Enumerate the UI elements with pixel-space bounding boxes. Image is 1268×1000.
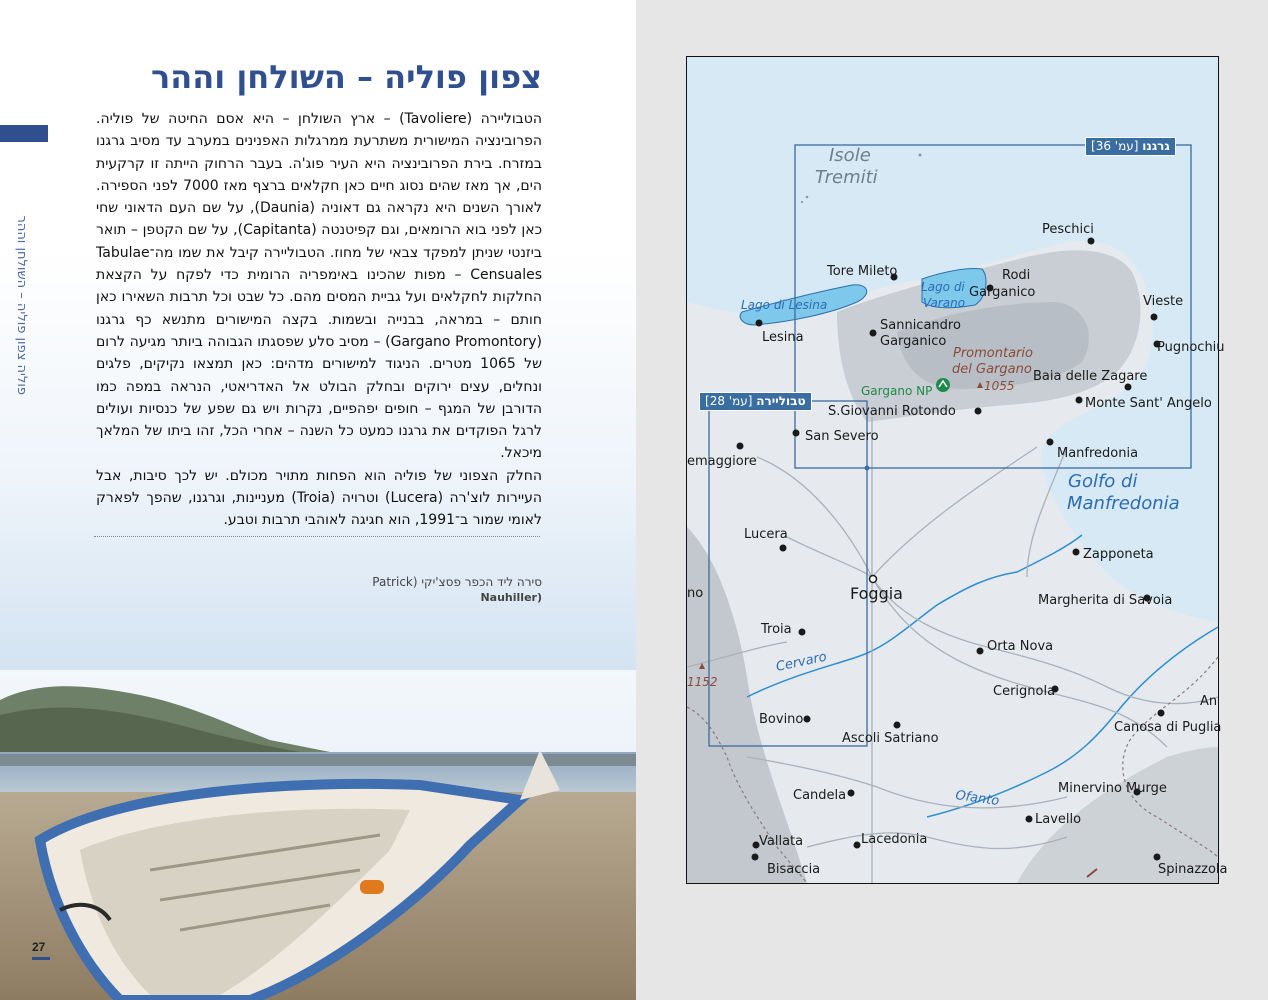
label-candela: Candela bbox=[793, 788, 847, 803]
gargano-page-ref[interactable] bbox=[1085, 137, 1176, 156]
label-lago-varano-2: Varano bbox=[923, 296, 966, 310]
label-peak-1055: 1055 bbox=[984, 379, 1015, 393]
running-head: פוליה צפון פוליה – השולחן וההר bbox=[14, 215, 29, 395]
label-canosa: Canosa di Puglia bbox=[1114, 720, 1222, 735]
tavoliere-box-name: טבוליירה bbox=[756, 394, 806, 408]
boat-photo bbox=[0, 670, 636, 1000]
label-san-severo: San Severo bbox=[805, 429, 879, 444]
label-troia: Troia bbox=[761, 622, 792, 637]
tavoliere-box-ref: [עמ' 28] bbox=[705, 394, 753, 408]
label-emaggiore: emaggiore bbox=[687, 454, 757, 469]
label-bisaccia: Bisaccia bbox=[767, 862, 821, 877]
label-ascoli: Ascoli Satriano bbox=[842, 731, 939, 746]
regional-map bbox=[686, 56, 1228, 884]
label-pugnochiuso: Pugnochiu bbox=[1157, 340, 1225, 355]
side-accent-bar bbox=[0, 125, 48, 142]
label-cervaro: Cervaro bbox=[774, 649, 829, 675]
label-monte-sant-angelo: Monte Sant' Angelo bbox=[1085, 396, 1212, 411]
label-rodi-1: Rodi bbox=[1002, 268, 1031, 283]
label-lavello: Lavello bbox=[1035, 812, 1082, 827]
label-peak-1152: 1152 bbox=[687, 675, 718, 689]
label-lacedonia: Lacedonia bbox=[861, 832, 928, 847]
label-gargano-np: Gargano NP bbox=[861, 384, 933, 398]
label-vieste: Vieste bbox=[1143, 294, 1184, 309]
label-bovino: Bovino bbox=[759, 712, 804, 727]
tavoliere-page-ref[interactable] bbox=[699, 392, 812, 411]
label-sannicandro-2: Garganico bbox=[880, 334, 947, 349]
caption-line: (Nauhiller bbox=[480, 591, 542, 604]
label-promontorio-1: Promontario bbox=[953, 346, 1033, 361]
paragraph: הטבוליירה (Tavoliere) – ארץ השולחן – היא אסם החיטה של פוליה. הפרובינציה המישורית משתרעת ממרגלות האפנינים במערב עד מסיב גרגנו במזרח. בירת הפרובינציה היא העיר פוג'ה. בעבר הרחוק הייתה זו קרקעית הים, אך מאז שהים נסוג חיים כאן חקלאים ברצף מאז 7000 לפני הספירה. לאורך השנים היא נקראה גם דאוניה (Daunia), על שם העם הדאוני שחי כאן לפני בוא הרומאים, וגם קפיטנטה (Capitanta), על שם הקטפן – תואר ביזנטי שניתן למפקד צבאי של מחוז. הטבוליירה קיבל את שמו מה־Tabulae Censuales – מפות שהכינו באימפריה הרומית כדי לפקח על הקצאת החלקות לחקלאים ועל גביית המסים מהם. כל שבט וכל תרבות השאירו כאן חותם – במראה, בבנייה ובשמות. בקצה המישורים מתנשא כף גרגנו (Gargano Promontory) – מסיב סלע שפסגתו הגבוהה ביותר מגיעה לרום של 1065 מטרים. הניגוד למישורים מדהים: כאן תמצאו נקיקים, פלגים ונחלים, עצים ירוקים ובחלק הבולט אל האדריאטי, הנראה במפה כמו הדורבן של המגף – חופים יפהפיים, נקרות ויש גם שפע של כנסיות ועולים לרגל הפוקדים את גרגנו כמעט כל השנה – אחרי הכל, זהו ביתו של המלאך מיכאל. bbox=[96, 111, 542, 462]
page-number: 27 bbox=[32, 940, 46, 954]
label-lago-varano-1: Lago di bbox=[921, 280, 965, 294]
label-manfredonia: Manfredonia bbox=[1057, 446, 1139, 461]
dotted-divider bbox=[94, 536, 540, 537]
label-zapponeta: Zapponeta bbox=[1083, 547, 1154, 562]
label-golfo-1: Golfo di bbox=[1068, 471, 1138, 492]
paragraph: החלק הצפוני של פוליה הוא הפחות מתויר מכולם. יש לכך סיבות, אבל העיירות לוצ'רה (Lucera) וטרויה (Troia) מעניינות, וגרגנו, שהפך לפארק לאומי שמור ב־1991, הוא חגיגה לאוהבי תרבות וטבע. bbox=[96, 467, 542, 529]
label-lucera: Lucera bbox=[744, 527, 788, 542]
label-lago-lesina: Lago di Lesina bbox=[741, 298, 828, 312]
label-tore-mileto: Tore Mileto bbox=[827, 264, 898, 279]
map-graphic bbox=[687, 57, 1228, 883]
photo-caption bbox=[282, 575, 542, 605]
label-isole: Isole bbox=[829, 145, 871, 166]
label-vallata: Vallata bbox=[759, 834, 804, 849]
label-baia-zagare: Baia delle Zagare bbox=[1033, 369, 1148, 384]
caption-line: סירה ליד הכפר פסצ'יקי (Patrick bbox=[372, 575, 542, 589]
label-tremiti: Tremiti bbox=[815, 167, 878, 188]
article-body bbox=[96, 108, 542, 532]
label-spinazzola: Spinazzola bbox=[1158, 862, 1228, 877]
label-cerignola: Cerignola bbox=[993, 684, 1056, 699]
page-title: צפון פוליה – השולחן וההר bbox=[150, 58, 542, 96]
label-golfo-2: Manfredonia bbox=[1067, 493, 1180, 514]
label-peschici: Peschici bbox=[1042, 222, 1094, 237]
label-ofanto: Ofanto bbox=[954, 788, 1001, 810]
label-promontorio-2: del Gargano bbox=[952, 362, 1032, 377]
label-giovanni-rotondo: S.Giovanni Rotondo bbox=[828, 404, 956, 419]
page-number-bar bbox=[32, 957, 50, 960]
label-orta-nova: Orta Nova bbox=[987, 639, 1054, 654]
gargano-box-ref: [עמ' 36] bbox=[1091, 139, 1139, 153]
gargano-box-name: גרגנו bbox=[1142, 139, 1170, 153]
label-rodi-2: Garganico bbox=[969, 285, 1036, 300]
label-an: An bbox=[1200, 694, 1218, 709]
label-sannicandro-1: Sannicandro bbox=[880, 318, 961, 333]
label-margherita: Margherita di Savoia bbox=[1038, 593, 1173, 608]
label-lesina: Lesina bbox=[762, 330, 804, 345]
label-minervino: Minervino Murge bbox=[1058, 781, 1167, 796]
label-no: no bbox=[687, 586, 704, 601]
label-foggia: Foggia bbox=[850, 584, 903, 603]
